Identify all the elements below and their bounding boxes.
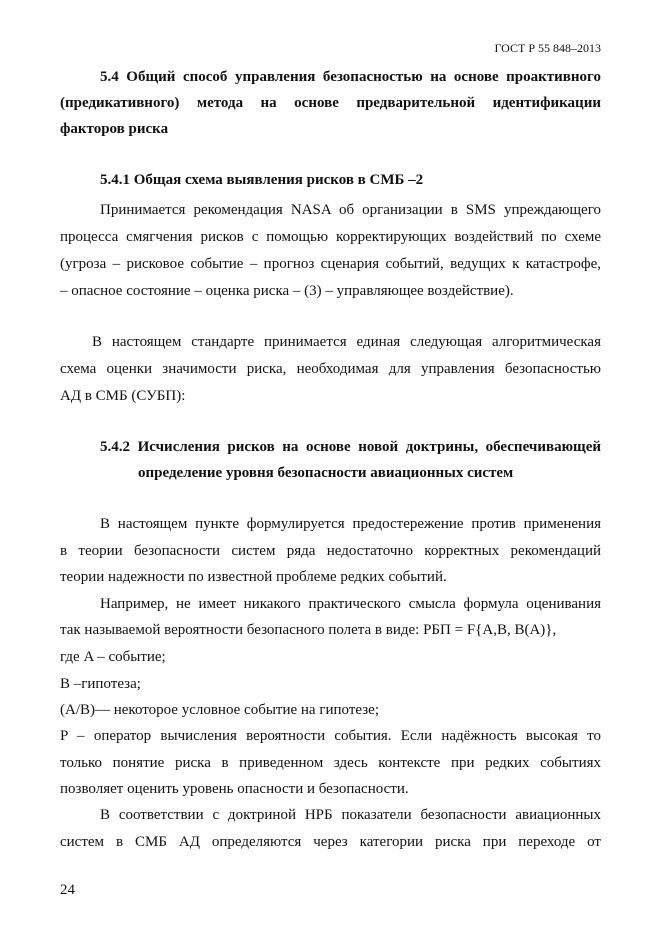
section-5-4-title-line-2: (предикативного) метода на основе предварительной идентификации [60,95,601,111]
section-5-4-2-para1-line-1: В настоящем пункте формулируется предостережение против применения [100,516,601,532]
section-5-4-title-line-3: факторов риска [60,121,169,137]
section-5-4-2-para2-line-7: только понятие риска в приведенном здесь контексте при редких событиях [60,755,601,771]
section-5-4-1-para1-line-3: (угроза – рисковое событие – прогноз сценария событий, ведущих к катастрофе, [60,256,601,272]
section-5-4-title-line-1: 5.4 Общий способ управления безопасностью на основе проактивного [100,69,601,85]
section-5-4-1-para1-line-4: – опасное состояние – оценка риска – (3) – управляющее воздействие). [60,283,514,299]
page-number: 24 [60,882,75,898]
section-5-4-1-title: 5.4.1 Общая схема выявления рисков в СМБ –2 [100,172,424,188]
section-5-4-2-para2-line-3: где A – событие; [60,649,166,665]
section-5-4-1-para2-line-3: АД в СМБ (СУБП): [60,388,186,404]
section-5-4-2-para1-line-3: теории надежности по известной проблеме редких событий. [60,569,447,585]
section-5-4-1-para1-line-2: процесса смягчения рисков с помощью корректирующих воздействий по схеме [60,229,601,245]
section-5-4-1-para1-line-1: Принимается рекомендация NASA об организации в SMS упреждающего [100,202,601,218]
section-5-4-1-para2-line-1: В настоящем стандарте принимается единая следующая алгоритмическая [92,334,601,350]
section-5-4-1-para2-line-2: схема оценки значимости риска, необходимая для управления безопасностью [60,361,601,377]
section-5-4-2-para2-line-1: Например, не имеет никакого практического смысла формула оценивания [100,596,601,612]
section-5-4-2-title-line-2: определение уровня безопасности авиационных систем [138,465,514,481]
section-5-4-2-para2-line-8: позволяет оценить уровень опасности и безопасности. [60,781,409,797]
section-5-4-2-para1-line-2: в теории безопасности систем ряда недостаточно корректных рекомендаций [60,543,601,559]
section-5-4-2-para2-line-4: B –гипотеза; [60,676,141,692]
section-5-4-2-para2-line-5: (A/B)— некоторое условное событие на гипотезе; [60,702,379,718]
section-5-4-2-para2-formula-line: так называемой вероятности безопасного полета в виде: PБП = F{A,B, B(A)}, [60,622,557,638]
section-5-4-2-para2-line-6: P – оператор вычисления вероятности события. Если надёжность высокая то [60,728,601,744]
section-5-4-2-title-line-1: 5.4.2 Исчисления рисков на основе новой доктрины, обеспечивающей [100,439,601,455]
section-5-4-2-para3-line-1: В соответствии с доктриной НРБ показатели безопасности авиационных [100,807,601,823]
section-5-4-2-para3-line-2: систем в СМБ АД определяются через категории риска при переходе от [60,834,601,850]
standard-header: ГОСТ Р 55 848–2013 [494,41,601,55]
